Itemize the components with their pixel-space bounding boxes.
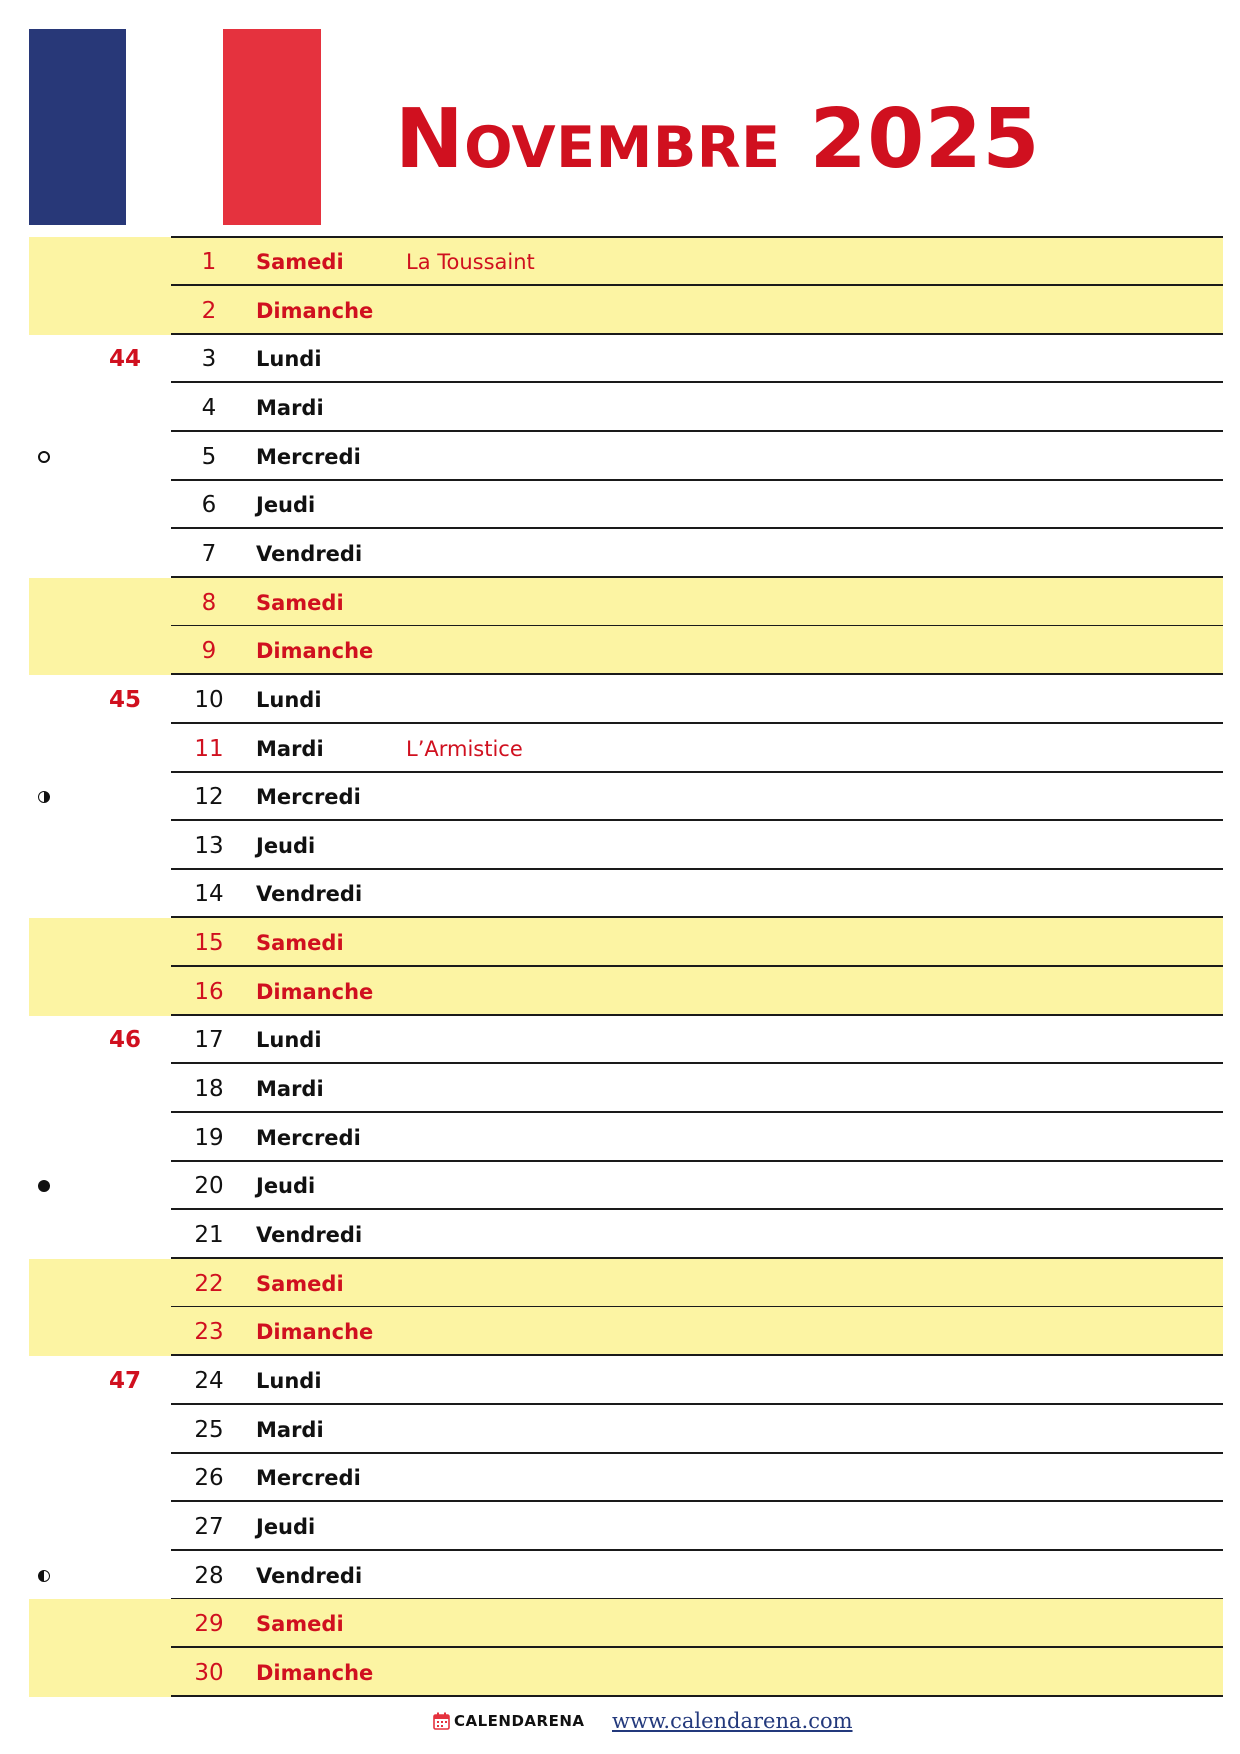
moon-phase-first-icon <box>38 791 50 803</box>
day-row <box>0 1210 1240 1259</box>
day-row <box>0 383 1240 432</box>
week-number: 46 <box>108 1027 141 1054</box>
day-row <box>0 1502 1240 1551</box>
day-row <box>0 1307 1240 1356</box>
day-name: Mercredi <box>256 444 361 469</box>
day-number: 20 <box>194 1173 224 1200</box>
day-number: 21 <box>194 1222 224 1248</box>
day-name: Samedi <box>256 931 344 956</box>
day-name: Lundi <box>256 687 322 712</box>
day-number: 19 <box>194 1124 224 1151</box>
day-number: 26 <box>194 1465 224 1492</box>
day-number: 6 <box>201 492 217 519</box>
day-name: Vendredi <box>256 1563 363 1588</box>
day-number: 1 <box>201 249 217 275</box>
holiday-label: L’Armistice <box>406 736 523 761</box>
week-number: 44 <box>108 346 141 373</box>
day-number: 7 <box>201 540 217 567</box>
day-name: Dimanche <box>256 298 374 323</box>
day-row <box>0 1453 1240 1502</box>
day-row <box>0 869 1240 918</box>
day-name: Jeudi <box>256 1174 316 1199</box>
day-row <box>0 1648 1240 1697</box>
day-number: 10 <box>194 686 224 713</box>
day-row <box>0 772 1240 821</box>
day-name: Samedi <box>256 1271 344 1296</box>
page-title: Novembre 2025 <box>395 92 1040 187</box>
calendar-icon <box>433 1712 450 1730</box>
day-row <box>0 1161 1240 1210</box>
moon-phase-new-icon <box>38 451 50 463</box>
day-number: 2 <box>201 297 217 324</box>
day-row <box>0 1599 1240 1648</box>
day-name: Lundi <box>256 347 322 372</box>
day-number: 3 <box>201 346 217 373</box>
brand-name: CALENDARENA <box>454 1712 585 1730</box>
day-name: Jeudi <box>256 833 316 858</box>
day-row <box>0 724 1240 773</box>
week-number: 47 <box>108 1368 141 1394</box>
day-name: Vendredi <box>256 1223 363 1247</box>
day-name: Mercredi <box>256 1466 361 1491</box>
day-row <box>0 1064 1240 1113</box>
holiday-label: La Toussaint <box>406 250 535 274</box>
day-name: Mardi <box>256 736 324 761</box>
day-name: Dimanche <box>256 979 374 1004</box>
moon-phase-full-icon <box>38 1180 50 1192</box>
day-row <box>0 1015 1240 1064</box>
day-row <box>0 626 1240 675</box>
day-number: 28 <box>194 1562 224 1589</box>
day-name: Samedi <box>256 1612 344 1637</box>
day-row <box>0 480 1240 529</box>
day-number: 9 <box>201 638 217 665</box>
moon-phase-last-icon <box>38 1570 50 1582</box>
day-name: Jeudi <box>256 493 316 518</box>
website-link[interactable]: www.calendarena.com <box>612 1709 853 1733</box>
day-row <box>0 1259 1240 1308</box>
day-number: 30 <box>194 1659 224 1686</box>
day-row <box>0 675 1240 724</box>
day-name: Dimanche <box>256 1660 374 1685</box>
day-row <box>0 1113 1240 1162</box>
day-row <box>0 432 1240 481</box>
day-number: 29 <box>194 1611 224 1638</box>
day-number: 5 <box>201 443 217 470</box>
day-number: 23 <box>194 1319 224 1346</box>
day-number: 11 <box>194 735 224 762</box>
day-name: Dimanche <box>256 1320 374 1345</box>
day-number: 15 <box>194 930 224 957</box>
day-number: 24 <box>194 1368 224 1394</box>
day-name: Mardi <box>256 1077 324 1101</box>
day-number: 27 <box>194 1513 224 1540</box>
day-number: 8 <box>201 589 217 616</box>
day-name: Samedi <box>256 250 344 274</box>
day-number: 22 <box>194 1270 224 1297</box>
day-row <box>0 529 1240 578</box>
day-number: 13 <box>194 832 224 859</box>
day-row <box>0 578 1240 627</box>
day-name: Vendredi <box>256 541 363 566</box>
day-name: Vendredi <box>256 882 363 907</box>
day-row <box>0 821 1240 870</box>
day-row <box>0 286 1240 335</box>
day-name: Dimanche <box>256 639 374 664</box>
day-row <box>0 334 1240 383</box>
day-name: Samedi <box>256 590 344 615</box>
day-row <box>0 237 1240 286</box>
day-name: Mercredi <box>256 785 361 810</box>
day-name: Lundi <box>256 1369 322 1393</box>
day-row <box>0 1405 1240 1454</box>
day-number: 17 <box>194 1027 224 1054</box>
day-row <box>0 1551 1240 1600</box>
day-number: 16 <box>194 978 224 1005</box>
week-number: 45 <box>108 686 141 713</box>
day-name: Mardi <box>256 1417 324 1442</box>
footer <box>0 1706 1240 1736</box>
day-name: Mercredi <box>256 1125 361 1150</box>
day-row <box>0 1356 1240 1405</box>
day-name: Mardi <box>256 395 324 420</box>
day-name: Jeudi <box>256 1514 316 1539</box>
day-number: 14 <box>194 881 224 908</box>
day-number: 4 <box>201 394 217 421</box>
day-row <box>0 918 1240 967</box>
day-name: Lundi <box>256 1028 322 1053</box>
day-number: 12 <box>194 784 224 811</box>
day-number: 18 <box>194 1076 224 1102</box>
day-row <box>0 967 1240 1016</box>
day-number: 25 <box>194 1416 224 1443</box>
